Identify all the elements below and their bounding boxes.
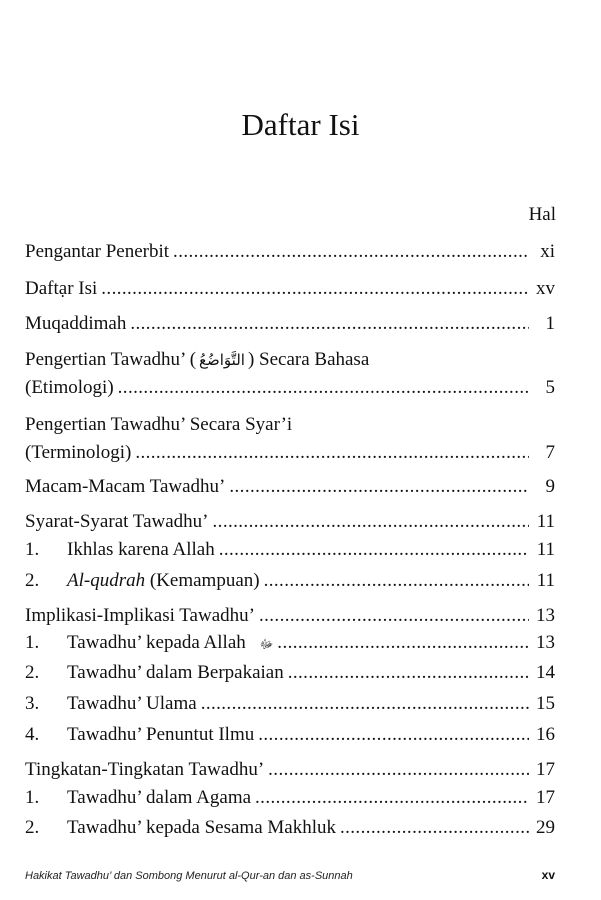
toc-entry-title-part: ) Secara Bahasa: [247, 349, 370, 370]
toc-subentry[interactable]: [25, 538, 555, 562]
toc-entry-title: Tawadhu’ Ulama: [67, 693, 197, 714]
toc-item-number: 2.: [25, 662, 40, 683]
toc-page-number: xi: [540, 241, 555, 262]
dot-leader: [268, 758, 529, 782]
toc-entry-title: Tawadhu’ Penuntut Ilmu: [67, 724, 255, 745]
dot-leader: [118, 376, 529, 400]
running-footer-title: Hakikat Tawadhu’ dan Sombong Menurut al-Qur-an dan as-Sunnah: [25, 870, 353, 882]
toc-page-number: 16: [536, 724, 555, 745]
toc-page-number: 11: [536, 570, 555, 591]
toc-entry-title-continued: (Terminologi): [25, 442, 132, 463]
toc-subentry[interactable]: [25, 816, 555, 840]
dot-leader: [213, 510, 529, 534]
toc-item-number: 1.: [25, 787, 40, 808]
toc-page-number: 13: [536, 605, 555, 626]
toc-item-number: 4.: [25, 724, 40, 745]
toc-page-number: 29: [536, 817, 555, 838]
toc-entry[interactable]: [25, 312, 555, 336]
toc-page-number: 14: [536, 662, 555, 683]
toc-entry-title: Tawadhu’ kepada Sesama Makhluk: [67, 817, 336, 838]
toc-page-number: 1: [545, 313, 555, 334]
dot-leader: [255, 786, 529, 810]
toc-entry-title: [67, 631, 273, 656]
dot-leader: [201, 692, 529, 716]
toc-page-number: 11: [536, 511, 555, 532]
toc-item-number: 2.: [25, 817, 40, 838]
toc-subentry[interactable]: [25, 786, 555, 810]
toc-page-number: xv: [536, 278, 555, 299]
dot-leader: [229, 475, 529, 499]
toc-page-number: 17: [536, 759, 555, 780]
toc-entry-title: [67, 569, 260, 593]
toc-page-number: 7: [545, 442, 555, 463]
toc-entry-title: [25, 348, 369, 372]
toc-entry-title: Tawadhu’ dalam Berpakaian: [67, 662, 284, 683]
toc-entry-title: Tawadhu’ dalam Agama: [67, 787, 252, 808]
page-column-header: Hal: [528, 204, 556, 225]
toc-page-number: 9: [545, 476, 555, 497]
dot-leader: [135, 441, 529, 465]
toc-entry-title: Macam-Macam Tawadhu’: [25, 476, 226, 497]
toc-item-number: 1.: [25, 632, 40, 653]
toc-entry-title: Tingkatan-Tingkatan Tawadhu’: [25, 759, 265, 780]
toc-entry[interactable]: [25, 277, 555, 301]
toc-subentry[interactable]: [25, 692, 555, 716]
toc-entry-title: Implikasi-Implikasi Tawadhu’: [25, 605, 255, 626]
toc-entry-title: Daftạr Isi: [25, 278, 98, 299]
toc-page-number: 5: [545, 377, 555, 398]
toc-entry[interactable]: [25, 510, 555, 534]
toc-page-number: 17: [536, 787, 555, 808]
dot-leader: [264, 569, 529, 593]
dot-leader: [173, 240, 529, 264]
dot-leader: [288, 661, 529, 685]
toc-page-number: 15: [536, 693, 555, 714]
toc-entry[interactable]: [25, 413, 555, 465]
dot-leader: [130, 312, 529, 336]
dot-leader: [277, 631, 529, 655]
toc-entry[interactable]: [25, 240, 555, 264]
dot-leader: [101, 277, 529, 301]
toc-entry-title: Pengertian Tawadhu’ Secara Syar’i: [25, 414, 293, 435]
dot-leader: [219, 538, 529, 562]
toc-item-number: 1.: [25, 539, 40, 560]
toc-page-number: 13: [536, 632, 555, 653]
toc-entry-title-continued: (Etimologi): [25, 377, 114, 398]
toc-subentry[interactable]: [25, 631, 555, 655]
arabic-term: التَّوَاضُعُ: [199, 351, 245, 369]
toc-subentry[interactable]: [25, 723, 555, 747]
toc-page-number: 11: [536, 539, 555, 560]
toc-entry-title-part: (Kemampuan): [145, 570, 260, 591]
toc-entry-title: Syarat-Syarat Tawadhu’: [25, 511, 209, 532]
dot-leader: [340, 816, 529, 840]
dot-leader: [258, 723, 529, 747]
toc-entry-title-part: Tawadhu’ kepada Allah: [67, 632, 246, 653]
page-title: Daftar Isi: [241, 107, 360, 142]
toc-entry[interactable]: [25, 604, 555, 628]
toc-subentry[interactable]: [25, 569, 555, 593]
toc-item-number: 2.: [25, 570, 40, 591]
toc-entry[interactable]: [25, 758, 555, 782]
toc-subentry[interactable]: [25, 661, 555, 685]
toc-item-number: 3.: [25, 693, 40, 714]
toc-entry[interactable]: [25, 475, 555, 499]
toc-entry-title: Muqaddimah: [25, 313, 127, 334]
toc-entry[interactable]: [25, 348, 555, 400]
honorific-glyph: ﷻ: [259, 637, 274, 651]
folio-page-number: xv: [541, 868, 555, 882]
toc-entry-title: Pengantar Penerbit: [25, 241, 170, 262]
dot-leader: [259, 604, 529, 628]
toc-entry-title-italic: Al-qudrah: [67, 570, 146, 591]
toc-entry-title: Ikhlas karena Allah: [67, 539, 215, 560]
toc-entry-title-part: Pengertian Tawadhu’ (: [25, 349, 197, 370]
